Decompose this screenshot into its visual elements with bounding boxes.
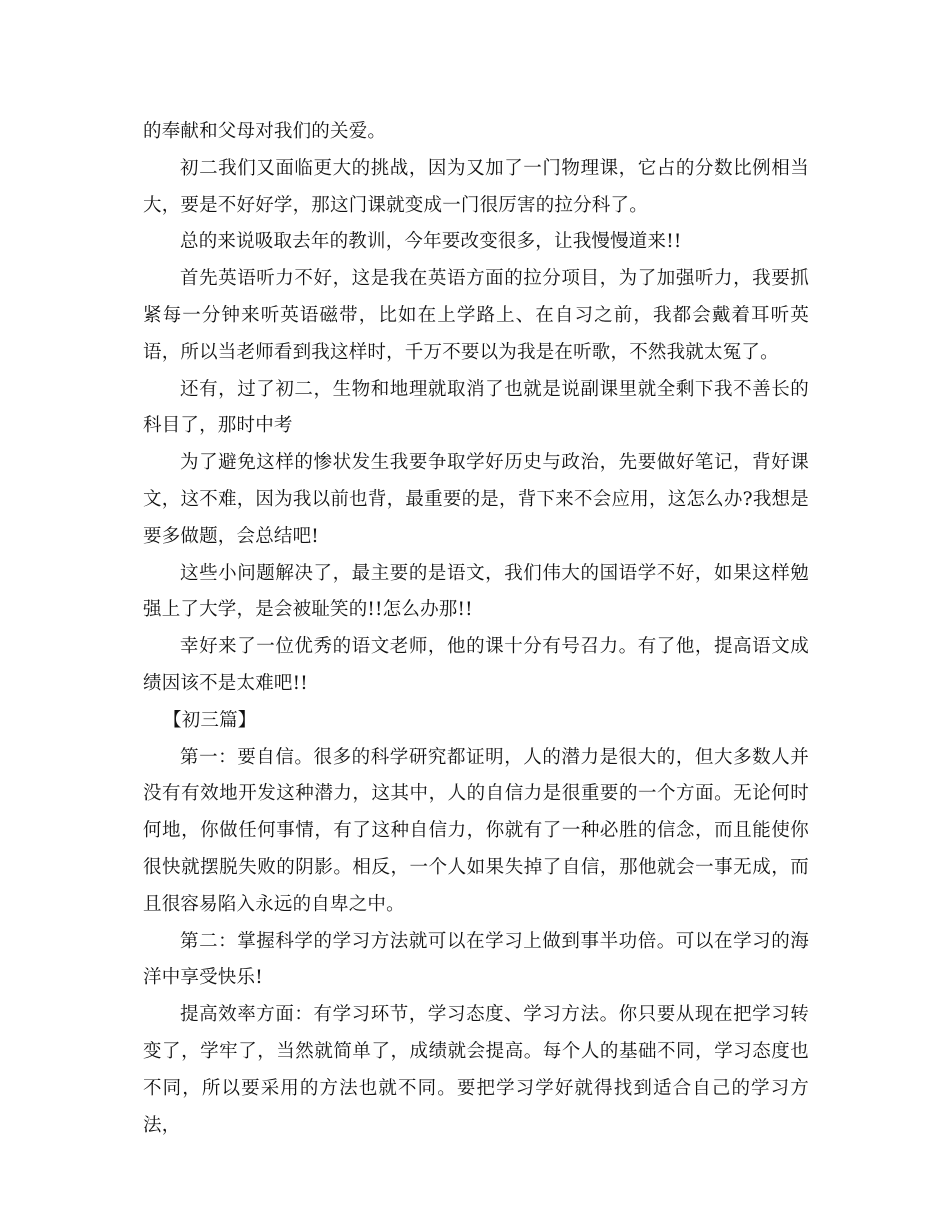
paragraph-continuation: 的奉献和父母对我们的关爱。	[143, 121, 387, 142]
paragraph-history-politics: 为了避免这样的惨状发生我要争取学好历史与政治，先要做好笔记，背好课文，这不难，因为我以前也背，最重要的是，背下来不会应用，这怎么办?我想是要多做题，会总结吧!	[143, 452, 809, 547]
paragraph-minor-subjects: 还有，过了初二，生物和地理就取消了也就是说副课里就全剩下我不善长的科目了，那时中考	[143, 378, 809, 437]
section-heading: 【初三篇】	[163, 709, 257, 731]
paragraph-teacher: 幸好来了一位优秀的语文老师，他的课十分有号召力。有了他，提高语文成绩因该不是太难吧!!	[143, 636, 809, 694]
paragraph-summary: 总的来说吸取去年的教训，今年要改变很多，让我慢慢道来!!	[180, 231, 682, 253]
paragraph-method: 第二：掌握科学的学习方法就可以在学习上做到事半功倍。可以在学习的海洋中享受快乐!	[143, 930, 809, 989]
paragraph-physics: 初二我们又面临更大的挑战，因为又加了一门物理课，它占的分数比例相当大，要是不好好学，那这门课就变成一门很厉害的拉分科了。	[143, 157, 809, 216]
document-body	[143, 114, 809, 1144]
paragraph-efficiency: 提高效率方面：有学习环节，学习态度、学习方法。你只要从现在把学习转变了，学牢了，当然就简单了，成绩就会提高。每个人的基础不同，学习态度也不同，所以要采用的方法也就不同。要把学习学好就得找到适合自己的学习方法，	[143, 1004, 809, 1136]
paragraph-confidence: 第一：要自信。很多的科学研究都证明，人的潜力是很大的，但大多数人并没有有效地开发这种潜力，这其中，人的自信力是很重要的一个方面。无论何时何地，你做任何事情，有了这种自信力，你就有了一种必胜的信念，而且能使你很快就摆脱失败的阴影。相反，一个人如果失掉了自信，那他就会一事无成，而且很容易陷入永远的自卑之中。	[143, 746, 809, 915]
paragraph-english: 首先英语听力不好，这是我在英语方面的拉分项目，为了加强听力，我要抓紧每一分钟来听英语磁带，比如在上学路上、在自习之前，我都会戴着耳听英语，所以当老师看到我这样时，千万不要以为我是在听歌，不然我就太冤了。	[143, 268, 809, 363]
paragraph-chinese: 这些小问题解决了，最主要的是语文，我们伟大的国语学不好，如果这样勉强上了大学，是会被耻笑的!!怎么办那!!	[143, 562, 809, 621]
